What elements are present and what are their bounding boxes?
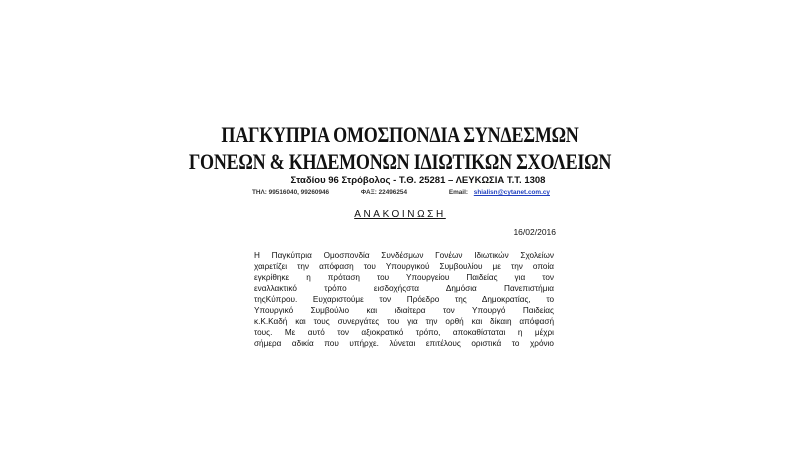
announcement-heading: ΑΝΑΚΟΙΝΩΣΗ — [354, 209, 446, 220]
body-line: κ.Κ.Καδή και τους συνεργάτες του για την ορθή και δίκαιη απόφασή — [254, 317, 554, 327]
email-link[interactable]: shialisn@cytanet.com.cy — [473, 189, 550, 196]
organization-title-line-2: ΓΟΝΕΩΝ & ΚΗΔΕΜΟΝΩΝ ΙΔΙΩΤΙΚΩΝ ΣΧΟΛΕΙΩΝ — [188, 149, 612, 174]
announcement-body — [254, 250, 554, 360]
body-line: Υπουργικό Συμβούλιο και ιδιαίτερα τον Υπουργό Παιδείας — [254, 306, 554, 316]
contact-line — [252, 189, 550, 196]
fax-number: ΦΑΞ: 22496254 — [360, 189, 408, 196]
organization-title-line-1: ΠΑΓΚΥΠΡΙΑ ΟΜΟΣΠΟΝΔΙΑ ΣΥΝΔΕΣΜΩΝ — [221, 122, 579, 147]
body-line: χαιρετίζει την απόφαση του Υπουργικού Συμβουλίου με την οποία — [254, 262, 554, 272]
phone-numbers: ΤΗΛ: 99516040, 99260946 — [252, 189, 330, 196]
announcement-date: 16/02/2016 — [513, 227, 556, 237]
body-line: τηςΚύπρου. Ευχαριστούμε τον Πρόεδρο της Δημοκρατίας, το — [254, 295, 554, 305]
body-line: τους. Με αυτό τον αξιοκρατικό τρόπο, αποκαθίσταται η μέχρι — [254, 328, 554, 338]
body-line: Η Παγκύπρια Ομοσπονδία Συνδέσμων Γονέων Ιδιωτικών Σχολείων — [254, 251, 554, 260]
organization-address: Σταδίου 96 Στρόβολος - Τ.Θ. 25281 – ΛΕΥΚΩΣΙΑ Τ.Τ. 1308 — [290, 175, 546, 186]
body-line: εγκρίθηκε η πρόταση του Υπουργείου Παιδείας για τον — [254, 273, 554, 283]
body-line: σήμερα αδικία που υπήρχε. λύνεται επιτέλους οριστικά το χρόνιο — [254, 339, 554, 349]
body-line: εναλλακτικό τρόπο εισδοχήςστα Δημόσια Πανεπιστήμια — [254, 284, 554, 294]
email-label: Email: — [448, 189, 468, 196]
